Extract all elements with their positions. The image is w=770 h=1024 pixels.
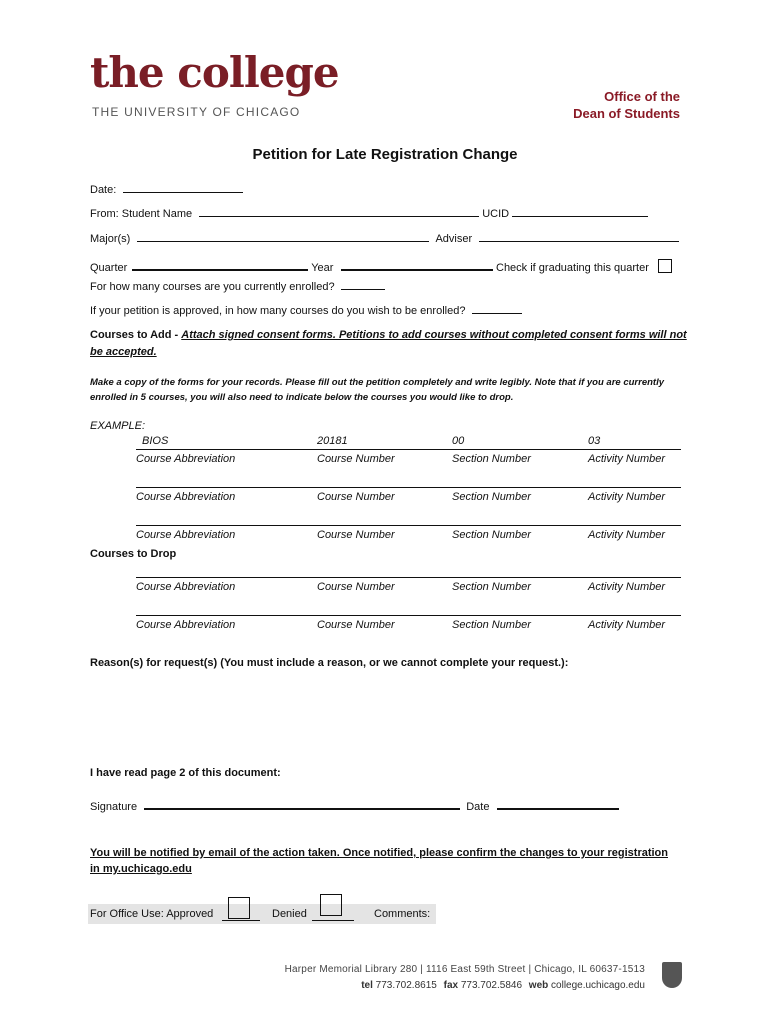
student-name-line[interactable] bbox=[199, 206, 479, 217]
signature-line[interactable] bbox=[144, 798, 460, 810]
courses-add-heading bbox=[90, 327, 690, 361]
course-number-label: Course Number bbox=[317, 529, 395, 541]
activity-number-label: Activity Number bbox=[588, 453, 666, 465]
student-name-field[interactable] bbox=[90, 206, 648, 220]
fax-label: fax bbox=[443, 980, 459, 991]
graduating-field[interactable] bbox=[496, 259, 672, 274]
section-number-label: Section Number bbox=[452, 619, 531, 631]
year-line[interactable] bbox=[341, 259, 493, 271]
quarter-label: Quarter bbox=[90, 262, 128, 274]
web-value: college.uchicago.edu bbox=[551, 980, 645, 991]
read-page2-label: I have read page 2 of this document: bbox=[90, 767, 281, 779]
adviser-label: Adviser bbox=[435, 233, 473, 245]
example-number: 20181 bbox=[317, 435, 348, 447]
office-line-1: Office of the bbox=[604, 89, 680, 104]
wish-enrolled-question: If your petition is approved, in how many courses do you wish to be enrolled? bbox=[90, 305, 466, 317]
denied-checkbox[interactable] bbox=[320, 894, 342, 916]
office-name bbox=[573, 88, 680, 122]
signature-field[interactable] bbox=[90, 798, 619, 813]
activity-number-label: Activity Number bbox=[588, 581, 666, 593]
denied-label: Denied bbox=[272, 908, 307, 920]
date-field[interactable] bbox=[90, 182, 243, 196]
majors-field[interactable] bbox=[90, 231, 679, 245]
instructions-note: Make a copy of the forms for your records. Please fill out the petition completely and write legibly. Note that if you are currently enrolled in 5 courses, you will also need to indicate below the courses you would like to drop. bbox=[90, 377, 664, 403]
course-abbreviation-label: Course Abbreviation bbox=[136, 619, 236, 631]
majors-label: Major(s) bbox=[90, 233, 131, 245]
course-row-line[interactable] bbox=[136, 487, 681, 488]
university-shield-icon bbox=[662, 962, 682, 988]
ucid-label: UCID bbox=[482, 208, 510, 220]
footer-contact bbox=[0, 980, 645, 991]
majors-line[interactable] bbox=[137, 231, 429, 242]
course-number-label: Course Number bbox=[317, 581, 395, 593]
course-row-line[interactable] bbox=[136, 449, 681, 450]
activity-number-label: Activity Number bbox=[588, 529, 666, 541]
approved-checkbox[interactable] bbox=[228, 897, 250, 919]
student-name-label: From: Student Name bbox=[90, 208, 193, 220]
page-title: Petition for Late Registration Change bbox=[252, 146, 518, 163]
ucid-line[interactable] bbox=[512, 206, 648, 217]
reason-label: Reason(s) for request(s) (You must include a reason, or we cannot complete your request.): bbox=[90, 657, 569, 669]
example-label: EXAMPLE: bbox=[90, 420, 146, 432]
reason-area[interactable] bbox=[90, 676, 680, 764]
example-abbreviation: BIOS bbox=[142, 435, 169, 447]
adviser-line[interactable] bbox=[479, 231, 679, 242]
college-logo: the college bbox=[90, 48, 339, 97]
course-row-line[interactable] bbox=[136, 525, 681, 526]
course-abbreviation-label: Course Abbreviation bbox=[136, 529, 236, 541]
section-number-label: Section Number bbox=[452, 491, 531, 503]
consent-warning: Attach signed consent forms. Petitions to add courses without completed consent forms will not be accepted. bbox=[90, 329, 687, 358]
tel-value: 773.702.8615 bbox=[375, 980, 437, 991]
enrolled-field[interactable] bbox=[90, 279, 385, 293]
signature-label: Signature bbox=[90, 801, 138, 813]
enrolled-line[interactable] bbox=[341, 279, 385, 290]
course-row-line[interactable] bbox=[136, 577, 681, 578]
activity-number-label: Activity Number bbox=[588, 491, 666, 503]
courses-drop-heading: Courses to Drop bbox=[90, 548, 177, 560]
office-line-2: Dean of Students bbox=[573, 106, 680, 121]
course-abbreviation-label: Course Abbreviation bbox=[136, 581, 236, 593]
course-number-label: Course Number bbox=[317, 491, 395, 503]
web-label: web bbox=[528, 980, 549, 991]
signature-date-line[interactable] bbox=[497, 798, 619, 810]
graduating-label: Check if graduating this quarter bbox=[496, 262, 649, 274]
denied-line bbox=[312, 920, 354, 921]
wish-enrolled-field[interactable] bbox=[90, 303, 522, 317]
course-number-label: Course Number bbox=[317, 453, 395, 465]
university-name: THE UNIVERSITY OF CHICAGO bbox=[92, 105, 301, 119]
course-abbreviation-label: Course Abbreviation bbox=[136, 491, 236, 503]
course-abbreviation-label: Course Abbreviation bbox=[136, 453, 236, 465]
approved-label: For Office Use: Approved bbox=[90, 908, 214, 920]
comments-label: Comments: bbox=[374, 908, 431, 920]
approved-line bbox=[222, 920, 260, 921]
courses-add-label: Courses to Add - bbox=[90, 329, 182, 341]
footer-address: Harper Memorial Library 280 | 1116 East 59th Street | Chicago, IL 60637-1513 bbox=[284, 964, 645, 975]
wish-enrolled-line[interactable] bbox=[472, 303, 522, 314]
date-label: Date: bbox=[90, 184, 117, 196]
signature-date-label: Date bbox=[466, 801, 490, 813]
date-line[interactable] bbox=[123, 182, 243, 193]
activity-number-label: Activity Number bbox=[588, 619, 666, 631]
course-row-line[interactable] bbox=[136, 615, 681, 616]
enrolled-question: For how many courses are you currently enrolled? bbox=[90, 281, 335, 293]
tel-label: tel bbox=[361, 980, 373, 991]
quarter-line[interactable] bbox=[132, 259, 308, 271]
year-label: Year bbox=[311, 262, 334, 274]
section-number-label: Section Number bbox=[452, 581, 531, 593]
section-number-label: Section Number bbox=[452, 453, 531, 465]
course-number-label: Course Number bbox=[317, 619, 395, 631]
graduating-checkbox[interactable] bbox=[658, 259, 672, 273]
notification-notice: You will be notified by email of the action taken. Once notified, please confirm the changes to your registration in my.uchicago.edu bbox=[90, 847, 668, 875]
quarter-year-field[interactable] bbox=[90, 259, 493, 274]
fax-value: 773.702.5846 bbox=[460, 980, 523, 991]
section-number-label: Section Number bbox=[452, 529, 531, 541]
example-activity: 03 bbox=[588, 435, 601, 447]
example-section: 00 bbox=[452, 435, 465, 447]
